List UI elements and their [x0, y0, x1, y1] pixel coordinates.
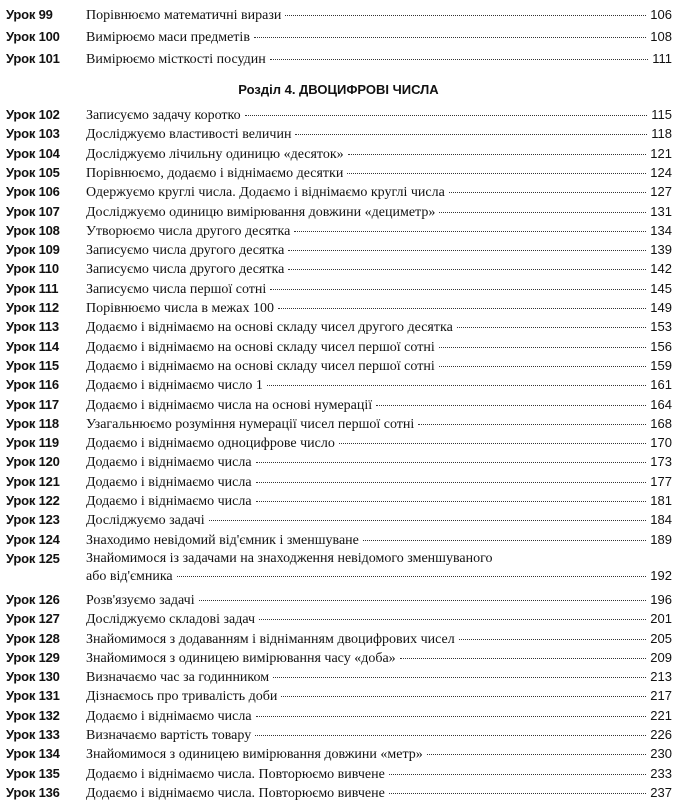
lesson-title: Додаємо і віднімаємо числа. Повторюємо вивчене: [86, 766, 385, 782]
toc-entry: [6, 357, 672, 376]
lesson-title-line: [86, 223, 672, 240]
page-number: 237: [650, 784, 672, 800]
lesson-title: Визначаємо вартість товару: [86, 728, 252, 743]
leader-dots: [278, 308, 646, 309]
lesson-number: Урок 104: [6, 145, 60, 161]
lesson-number: Урок 107: [6, 203, 60, 219]
page-number: 221: [650, 707, 672, 723]
page-number: 192: [650, 567, 672, 583]
lesson-title-line: [86, 669, 672, 686]
page-number: 196: [650, 591, 672, 607]
lesson-number: Урок 132: [6, 707, 60, 723]
lesson-number: Урок 108: [6, 222, 60, 238]
page-number: 173: [650, 454, 672, 470]
lesson-title: Знайомимося з одиницею вимірювання довжини «метр»: [86, 747, 423, 763]
lesson-title: Додаємо і віднімаємо числа: [86, 494, 252, 509]
toc-entry: [6, 415, 672, 434]
page-number: 149: [650, 300, 672, 315]
toc-entry: [6, 434, 672, 453]
leader-dots: [427, 754, 647, 755]
lesson-title-line: [86, 568, 672, 585]
toc-entry: [6, 299, 672, 318]
lesson-number: Урок 113: [6, 319, 59, 335]
toc-entry: [6, 511, 672, 530]
leader-dots: [294, 231, 646, 232]
lesson-title: Порівнюємо, додаємо і віднімаємо десятки: [86, 165, 344, 181]
lesson-number: Урок 116: [6, 377, 59, 393]
page-number: 159: [650, 357, 672, 373]
lesson-title-line: [86, 688, 672, 705]
lesson-title: Досліджуємо складові задач: [86, 612, 256, 628]
toc-entry: [6, 726, 672, 745]
leader-dots: [281, 696, 646, 697]
leader-dots: [295, 134, 647, 135]
page-number: 189: [650, 531, 672, 547]
leader-dots: [267, 385, 646, 386]
lesson-title-line: [86, 435, 672, 452]
toc-entry: [6, 50, 672, 69]
toc-entry: [6, 492, 672, 511]
leader-dots: [376, 405, 646, 406]
lesson-title-line: [86, 358, 672, 375]
leader-dots: [255, 735, 646, 736]
lesson-number: Урок 109: [6, 242, 60, 258]
lesson-title: Додаємо і віднімаємо одноцифрове число: [86, 436, 335, 452]
lesson-number: Урок 102: [6, 107, 60, 122]
lesson-title-line: [86, 532, 672, 549]
toc-entry: [6, 376, 672, 395]
page-number: 142: [650, 261, 672, 277]
toc-entry: [6, 531, 672, 550]
toc-entry: [6, 649, 672, 668]
toc-entry: [6, 630, 672, 649]
toc-entry: [6, 784, 672, 803]
page-number: 164: [650, 396, 672, 412]
page-number: 201: [650, 611, 672, 627]
lesson-number: Урок 128: [6, 630, 60, 646]
lesson-number: Урок 122: [6, 493, 60, 508]
page-number: 161: [650, 377, 672, 393]
leader-dots: [389, 774, 646, 775]
page-number: 217: [650, 688, 672, 704]
lesson-number: Урок 133: [6, 727, 60, 742]
toc-entry: [6, 28, 672, 47]
lesson-number: Урок 119: [6, 435, 59, 451]
lesson-number: Урок 118: [6, 415, 59, 431]
page-number: 205: [650, 630, 672, 646]
lesson-title: Знайомимося з додаванням і відніманням двоцифрових чисел: [86, 631, 455, 647]
lesson-title: Дізнаємось про тривалість доби: [86, 689, 278, 705]
lesson-title: Досліджуємо задачі: [86, 513, 205, 529]
lesson-number: Урок 135: [6, 765, 60, 781]
leader-dots: [439, 347, 647, 348]
lesson-number: Урок 106: [6, 184, 60, 200]
lesson-title-line: [86, 592, 672, 609]
lesson-number: Урок 124: [6, 531, 60, 547]
toc-entry: [6, 453, 672, 472]
lesson-title-line: [86, 146, 672, 163]
lesson-number: Урок 131: [6, 688, 60, 704]
toc-entry: [6, 745, 672, 764]
lesson-title-line: [86, 416, 672, 433]
lesson-title: Додаємо і віднімаємо число 1: [86, 378, 263, 394]
lesson-title: Додаємо і віднімаємо на основі складу чисел першої сотні: [86, 339, 435, 355]
toc-entry: [6, 610, 672, 629]
page-number: 168: [650, 415, 672, 431]
lesson-title: Додаємо і віднімаємо числа на основі нумерації: [86, 397, 373, 413]
lesson-title-line: [86, 474, 672, 491]
lesson-title-line: [86, 708, 672, 725]
page-number: 181: [650, 493, 672, 508]
lesson-number: Урок 127: [6, 611, 60, 627]
toc-entry: [6, 222, 672, 241]
page-number: 170: [650, 435, 672, 451]
lesson-number: Урок 105: [6, 164, 60, 180]
toc-entry: [6, 668, 672, 687]
lesson-title-line: [86, 319, 672, 336]
leader-dots: [270, 59, 648, 60]
leader-dots: [256, 716, 647, 717]
lesson-number: Урок 121: [6, 473, 60, 489]
page-number: 156: [650, 338, 672, 354]
leader-dots: [177, 576, 647, 577]
toc-entry: [6, 318, 672, 337]
section-heading: Розділ 4. ДВОЦИФРОВІ ЧИСЛА: [238, 82, 439, 97]
lesson-number: Урок 114: [6, 338, 59, 354]
lesson-title: Розв'язуємо задачі: [86, 592, 195, 608]
toc-entry: [6, 338, 672, 357]
leader-dots: [439, 212, 646, 213]
leader-dots: [418, 424, 646, 425]
lesson-title: Визначаємо час за годинником: [86, 670, 270, 686]
lesson-title-line: [86, 785, 672, 802]
leader-dots: [288, 250, 646, 251]
lesson-title-line: [86, 512, 672, 529]
toc-entry: [6, 707, 672, 726]
toc-entry: [6, 6, 672, 25]
page-number: 108: [650, 29, 672, 44]
lesson-title-line: [86, 184, 672, 201]
leader-dots: [348, 154, 647, 155]
lesson-number: Урок 120: [6, 454, 60, 470]
toc-entry: [6, 396, 672, 415]
lesson-title-line: [86, 126, 672, 143]
leader-dots: [339, 443, 646, 444]
lesson-title: Знайомимося з одиницею вимірювання часу «доба»: [86, 650, 396, 666]
lesson-title: Додаємо і віднімаємо на основі складу чисел другого десятка: [86, 320, 453, 336]
page-number: 233: [650, 765, 672, 781]
lesson-title: Записуємо числа другого десятка: [86, 243, 285, 259]
leader-dots: [199, 600, 647, 601]
toc-entry: [6, 687, 672, 706]
lesson-title: Досліджуємо лічильну одиницю «десяток»: [86, 146, 344, 162]
lesson-title-line: [86, 454, 672, 471]
page-number: 209: [650, 649, 672, 665]
leader-dots: [259, 619, 646, 620]
toc-entry: [6, 145, 672, 164]
lesson-title: Додаємо і віднімаємо на основі складу чисел першої сотні: [86, 358, 435, 374]
lesson-title: Додаємо і віднімаємо числа: [86, 455, 252, 471]
lesson-title-line: [86, 493, 672, 510]
lesson-title-line: [86, 261, 672, 278]
lesson-title: Одержуємо круглі числа. Додаємо і віднімаємо круглі числа: [86, 185, 445, 201]
page-number: 127: [650, 184, 672, 200]
lesson-title-line: [86, 397, 672, 414]
toc-entry: [6, 203, 672, 222]
lesson-title-line: [86, 300, 672, 317]
toc-entry: [6, 550, 672, 586]
lesson-title: Вимірюємо місткості посудин: [86, 52, 266, 67]
page-number: 131: [650, 203, 672, 219]
lesson-title-line: [86, 727, 672, 744]
leader-dots: [459, 639, 647, 640]
lesson-number: Урок 103: [6, 126, 60, 142]
page-number: 111: [652, 51, 672, 66]
leader-dots: [449, 192, 646, 193]
page-number: 139: [650, 242, 672, 258]
lesson-title: Додаємо і віднімаємо числа: [86, 708, 252, 724]
lesson-number: Урок 134: [6, 746, 60, 762]
leader-dots: [273, 677, 646, 678]
lesson-title: Вимірюємо маси предметів: [86, 30, 250, 45]
lesson-number: Урок 99: [6, 7, 53, 22]
leader-dots: [347, 173, 646, 174]
lesson-number: Урок 130: [6, 669, 60, 685]
page-number: 121: [650, 145, 672, 161]
lesson-title-line: [86, 766, 672, 783]
lesson-number: Урок 123: [6, 512, 60, 528]
toc-entry: [6, 241, 672, 260]
leader-dots: [256, 462, 647, 463]
lesson-title: Досліджуємо одиницю вимірювання довжини «дециметр»: [86, 204, 436, 220]
lesson-number: Урок 125: [6, 550, 60, 566]
lesson-title: Знайомимося із задачами на знаходження невідомого зменшуваного: [86, 550, 493, 566]
toc-entry: [6, 260, 672, 279]
page-number: 230: [650, 746, 672, 762]
leader-dots: [254, 37, 646, 38]
lesson-title-line: [86, 650, 672, 667]
page-number: 124: [650, 164, 672, 180]
lesson-title-line: [86, 631, 672, 648]
lesson-title-line: [86, 165, 672, 182]
lesson-title-line: [86, 242, 672, 259]
lesson-number: Урок 129: [6, 649, 60, 665]
toc-entry: [6, 106, 672, 125]
lesson-title: Порівнюємо числа в межах 100: [86, 301, 274, 316]
lesson-title-line: [86, 107, 672, 124]
page-number: 153: [650, 319, 672, 335]
page-number: 106: [650, 7, 672, 22]
page-number: 177: [650, 473, 672, 489]
page-number: 226: [650, 727, 672, 742]
leader-dots: [389, 793, 646, 794]
leader-dots: [256, 482, 647, 483]
leader-dots: [256, 501, 647, 502]
lesson-title-line: [86, 281, 672, 298]
lesson-title-line: [86, 377, 672, 394]
lesson-number: Урок 111: [6, 280, 59, 296]
leader-dots: [288, 269, 646, 270]
page-number: 184: [650, 512, 672, 528]
lesson-title-line: [86, 339, 672, 356]
lesson-title: Додаємо і віднімаємо числа: [86, 474, 252, 490]
toc-entry: [6, 280, 672, 299]
lesson-number: Урок 126: [6, 591, 60, 607]
leader-dots: [285, 15, 646, 16]
leader-dots: [457, 327, 647, 328]
lesson-title: Додаємо і віднімаємо числа. Повторюємо вивчене: [86, 785, 385, 801]
leader-dots: [270, 289, 646, 290]
toc-entry: [6, 183, 672, 202]
page-number: 118: [651, 126, 672, 142]
page-number: 145: [650, 280, 672, 296]
lesson-number: Урок 112: [6, 300, 59, 315]
page-number: 213: [650, 669, 672, 685]
page-number: 115: [651, 107, 672, 122]
lesson-title: Записуємо числа першої сотні: [86, 281, 267, 297]
lesson-title-line: [86, 29, 672, 46]
lesson-title-line: [86, 746, 672, 763]
toc-entry: [6, 765, 672, 784]
toc-entry: [6, 591, 672, 610]
leader-dots: [245, 115, 648, 116]
lesson-number: Урок 117: [6, 396, 59, 412]
page-number: 134: [650, 222, 672, 238]
leader-dots: [363, 540, 646, 541]
lesson-title: Узагальнюємо розуміння нумерації чисел першої сотні: [86, 416, 415, 432]
leader-dots: [209, 520, 647, 521]
lesson-number: Урок 100: [6, 29, 60, 44]
lesson-number: Урок 101: [6, 51, 60, 66]
toc-entry: [6, 473, 672, 492]
lesson-title: Утворюємо числа другого десятка: [86, 223, 291, 239]
lesson-number: Урок 115: [6, 357, 59, 373]
lesson-title-line: [86, 51, 672, 68]
lesson-title: Досліджуємо властивості величин: [86, 127, 292, 143]
toc-entry: [6, 125, 672, 144]
lesson-title-continued: або від'ємника: [86, 568, 173, 584]
lesson-title-line: [86, 7, 672, 24]
lesson-number: Урок 136: [6, 784, 60, 800]
leader-dots: [439, 366, 647, 367]
lesson-title: Порівнюємо математичні вирази: [86, 8, 282, 23]
leader-dots: [400, 658, 647, 659]
lesson-title: Записуємо задачу коротко: [86, 108, 241, 123]
lesson-number: Урок 110: [6, 261, 59, 277]
lesson-title: Знаходимо невідомий від'ємник і зменшуване: [86, 532, 359, 548]
toc-entry: [6, 164, 672, 183]
lesson-title: Записуємо числа другого десятка: [86, 262, 285, 278]
lesson-title-line: [86, 611, 672, 628]
lesson-title-line: [86, 204, 672, 221]
